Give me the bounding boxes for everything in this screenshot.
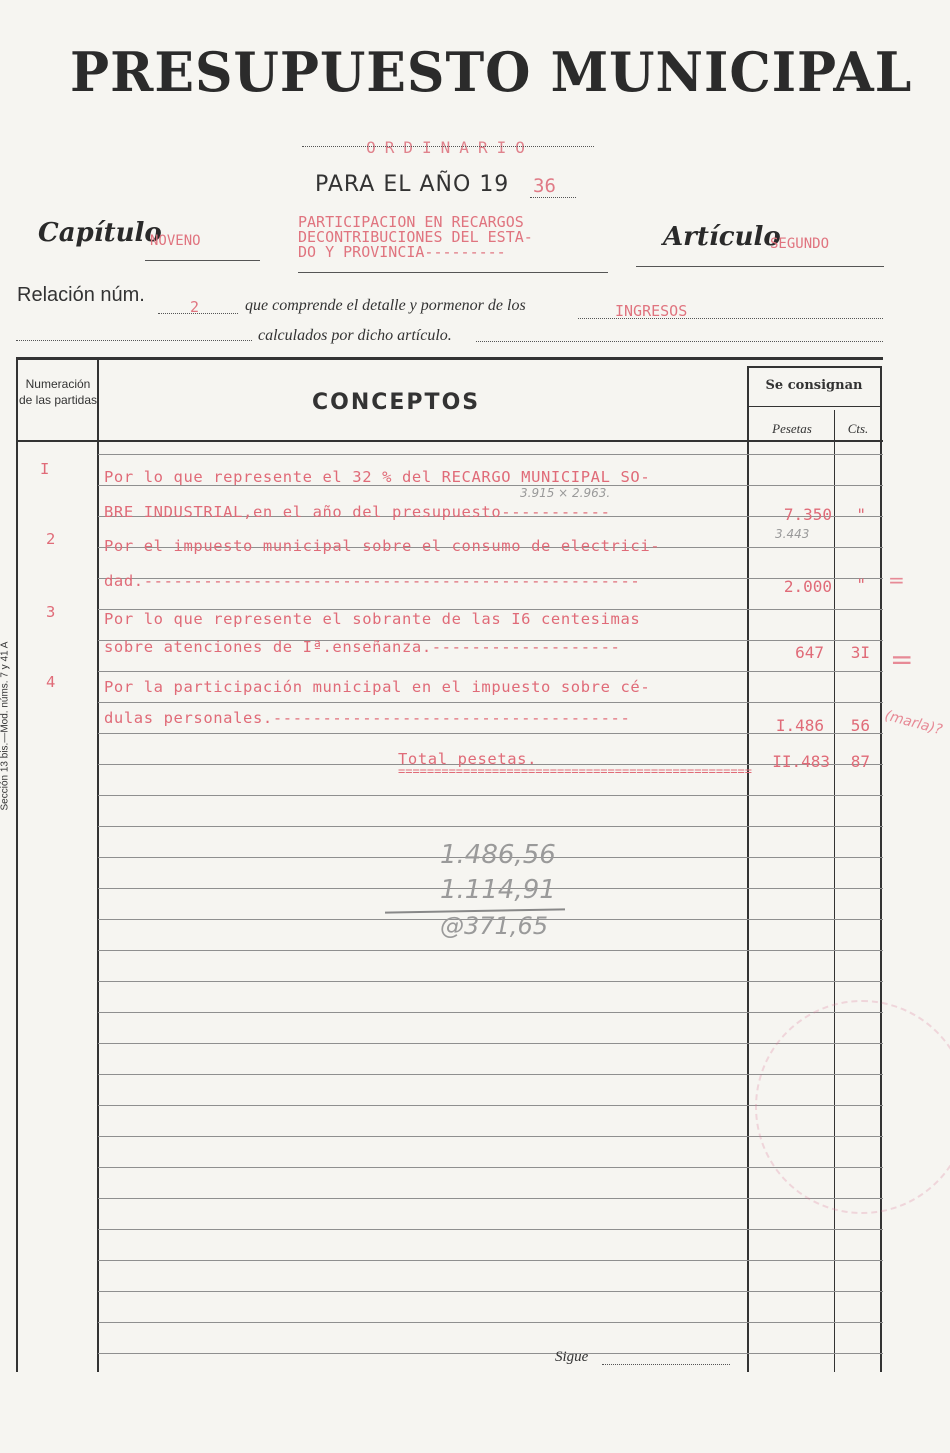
ruled-line (98, 826, 883, 827)
header-bottom-border (16, 440, 883, 442)
row-3-cts: 3I (850, 643, 870, 662)
capitulo-value: NOVENO (150, 233, 201, 249)
row-3-num: 3 (46, 603, 56, 621)
articulo-value: SEGUNDO (770, 236, 830, 252)
table-left-border (16, 357, 18, 1372)
row-3-pesetas: 647 (795, 643, 824, 662)
ruled-line (98, 1353, 883, 1354)
relacion-text-2: calculados por dicho artículo. (258, 327, 452, 344)
col-consignan-header: Se consignan (765, 378, 863, 393)
row-4-pesetas: I.486 (775, 716, 824, 735)
row-2-line-1: Por el impuesto municipal sobre el consumo de electrici- (104, 537, 661, 555)
col-cts-header: Cts. (847, 421, 869, 436)
ruled-line (98, 702, 883, 703)
ruled-line (98, 1291, 883, 1292)
ruled-line (98, 1167, 883, 1168)
relacion-number-line (158, 313, 238, 314)
margin-note: (marla)? (882, 707, 944, 739)
row-4-line-1: Por la participación municipal en el impuesto sobre cé- (104, 678, 651, 696)
ruled-line (98, 1260, 883, 1261)
year-line (530, 197, 576, 198)
col-pesetas-header: Pesetas (772, 421, 812, 436)
margin-mark-1: = (888, 568, 905, 592)
row-4-num: 4 (46, 673, 56, 691)
row-2-pesetas: 2.000 (783, 577, 832, 596)
articulo-label: Artículo (663, 222, 781, 252)
relacion-label: Relación núm. (17, 284, 145, 306)
pencil-calc-3: @371,65 (440, 912, 548, 940)
capitulo-concept (298, 215, 533, 260)
row-2-cts: " (856, 575, 866, 594)
relacion-text-1: que comprende el detalle y pormenor de los (245, 297, 526, 314)
ruled-line (98, 1198, 883, 1199)
year-label: PARA EL AÑO 19 (315, 172, 510, 197)
capitulo-line (145, 260, 260, 261)
ruled-line (98, 1012, 883, 1013)
relacion-kind-line (578, 318, 883, 319)
row-1-cts: " (856, 505, 866, 524)
year-suffix: 36 (533, 175, 556, 197)
concept-line-1: PARTICIPACION EN RECARGOS (298, 213, 524, 231)
consignan-top (747, 366, 882, 368)
total-underline: ================================================= (398, 764, 753, 778)
row-2-line-2: dad.-------------------------------------------------- (104, 572, 641, 590)
row-1-line-1: Por lo que represente el 32 % del RECARGO MUNICIPAL SO- (104, 468, 651, 486)
concept-line-2: DECONTRIBUCIONES DEL ESTA- (298, 228, 533, 246)
ruled-line (98, 1043, 883, 1044)
budget-type: ORDINARIO (366, 138, 534, 157)
ruled-line (98, 1229, 883, 1230)
faded-stamp (755, 1000, 950, 1214)
row-1-pesetas: 7.350 (783, 505, 832, 524)
row-3-line-2: sobre atenciones de Iª.enseñanza.------------------- (104, 638, 621, 656)
col-concepts-header: CONCEPTOS (312, 390, 481, 415)
pencil-calc-1: 1.486,56 (440, 840, 556, 870)
sigue-line (602, 1364, 730, 1365)
ruled-line (98, 950, 883, 951)
total-pesetas: II.483 (772, 752, 830, 771)
col-cts-divider (834, 410, 835, 1372)
relacion-kind: INGRESOS (615, 302, 688, 320)
row-3-line-1: Por lo que represente el sobrante de las I6 centesimas (104, 610, 641, 628)
consignan-mid (747, 406, 882, 407)
articulo-line (636, 266, 884, 267)
total-label: Total pesetas. (398, 750, 538, 768)
ruled-line (98, 671, 883, 672)
table-top-border (16, 357, 883, 360)
pencil-calc-2: 1.114,91 (440, 875, 556, 905)
ruled-line (98, 795, 883, 796)
pencil-note-row-2: 3.443 (775, 527, 810, 541)
row-4-line-2: dulas personales.------------------------------------ (104, 709, 631, 727)
row-1-line-2: BRE INDUSTRIAL,en el año del presupuesto----------- (104, 503, 611, 521)
row-2-num: 2 (46, 530, 56, 548)
capitulo-label: Capítulo (38, 218, 162, 248)
col-num-divider (97, 360, 99, 1372)
row-4-cts: 56 (850, 716, 870, 735)
relacion-number: 2 (190, 298, 200, 316)
budget-type-line (302, 146, 594, 147)
side-form-text: Sección 13 bis.—Mod. núms. 7 y 41 A (0, 641, 11, 811)
relacion-right-line (476, 341, 883, 342)
document-title: PRESUPUESTO MUNICIPAL (70, 40, 913, 105)
ruled-line (98, 981, 883, 982)
total-cts: 87 (850, 752, 870, 771)
concept-line (298, 272, 608, 273)
row-1-num: I (40, 460, 50, 478)
ruled-line (98, 1322, 883, 1323)
relacion-left-line (16, 340, 252, 341)
pencil-note-row-1: 3.915 × 2.963. (520, 486, 611, 500)
concept-line-3: DO Y PROVINCIA--------- (298, 243, 506, 261)
ruled-line (98, 454, 883, 455)
col-num-header: Numeración de las partidas (18, 377, 98, 407)
sigue-label: Sigue (555, 1349, 589, 1365)
margin-mark-2: = (890, 643, 914, 676)
